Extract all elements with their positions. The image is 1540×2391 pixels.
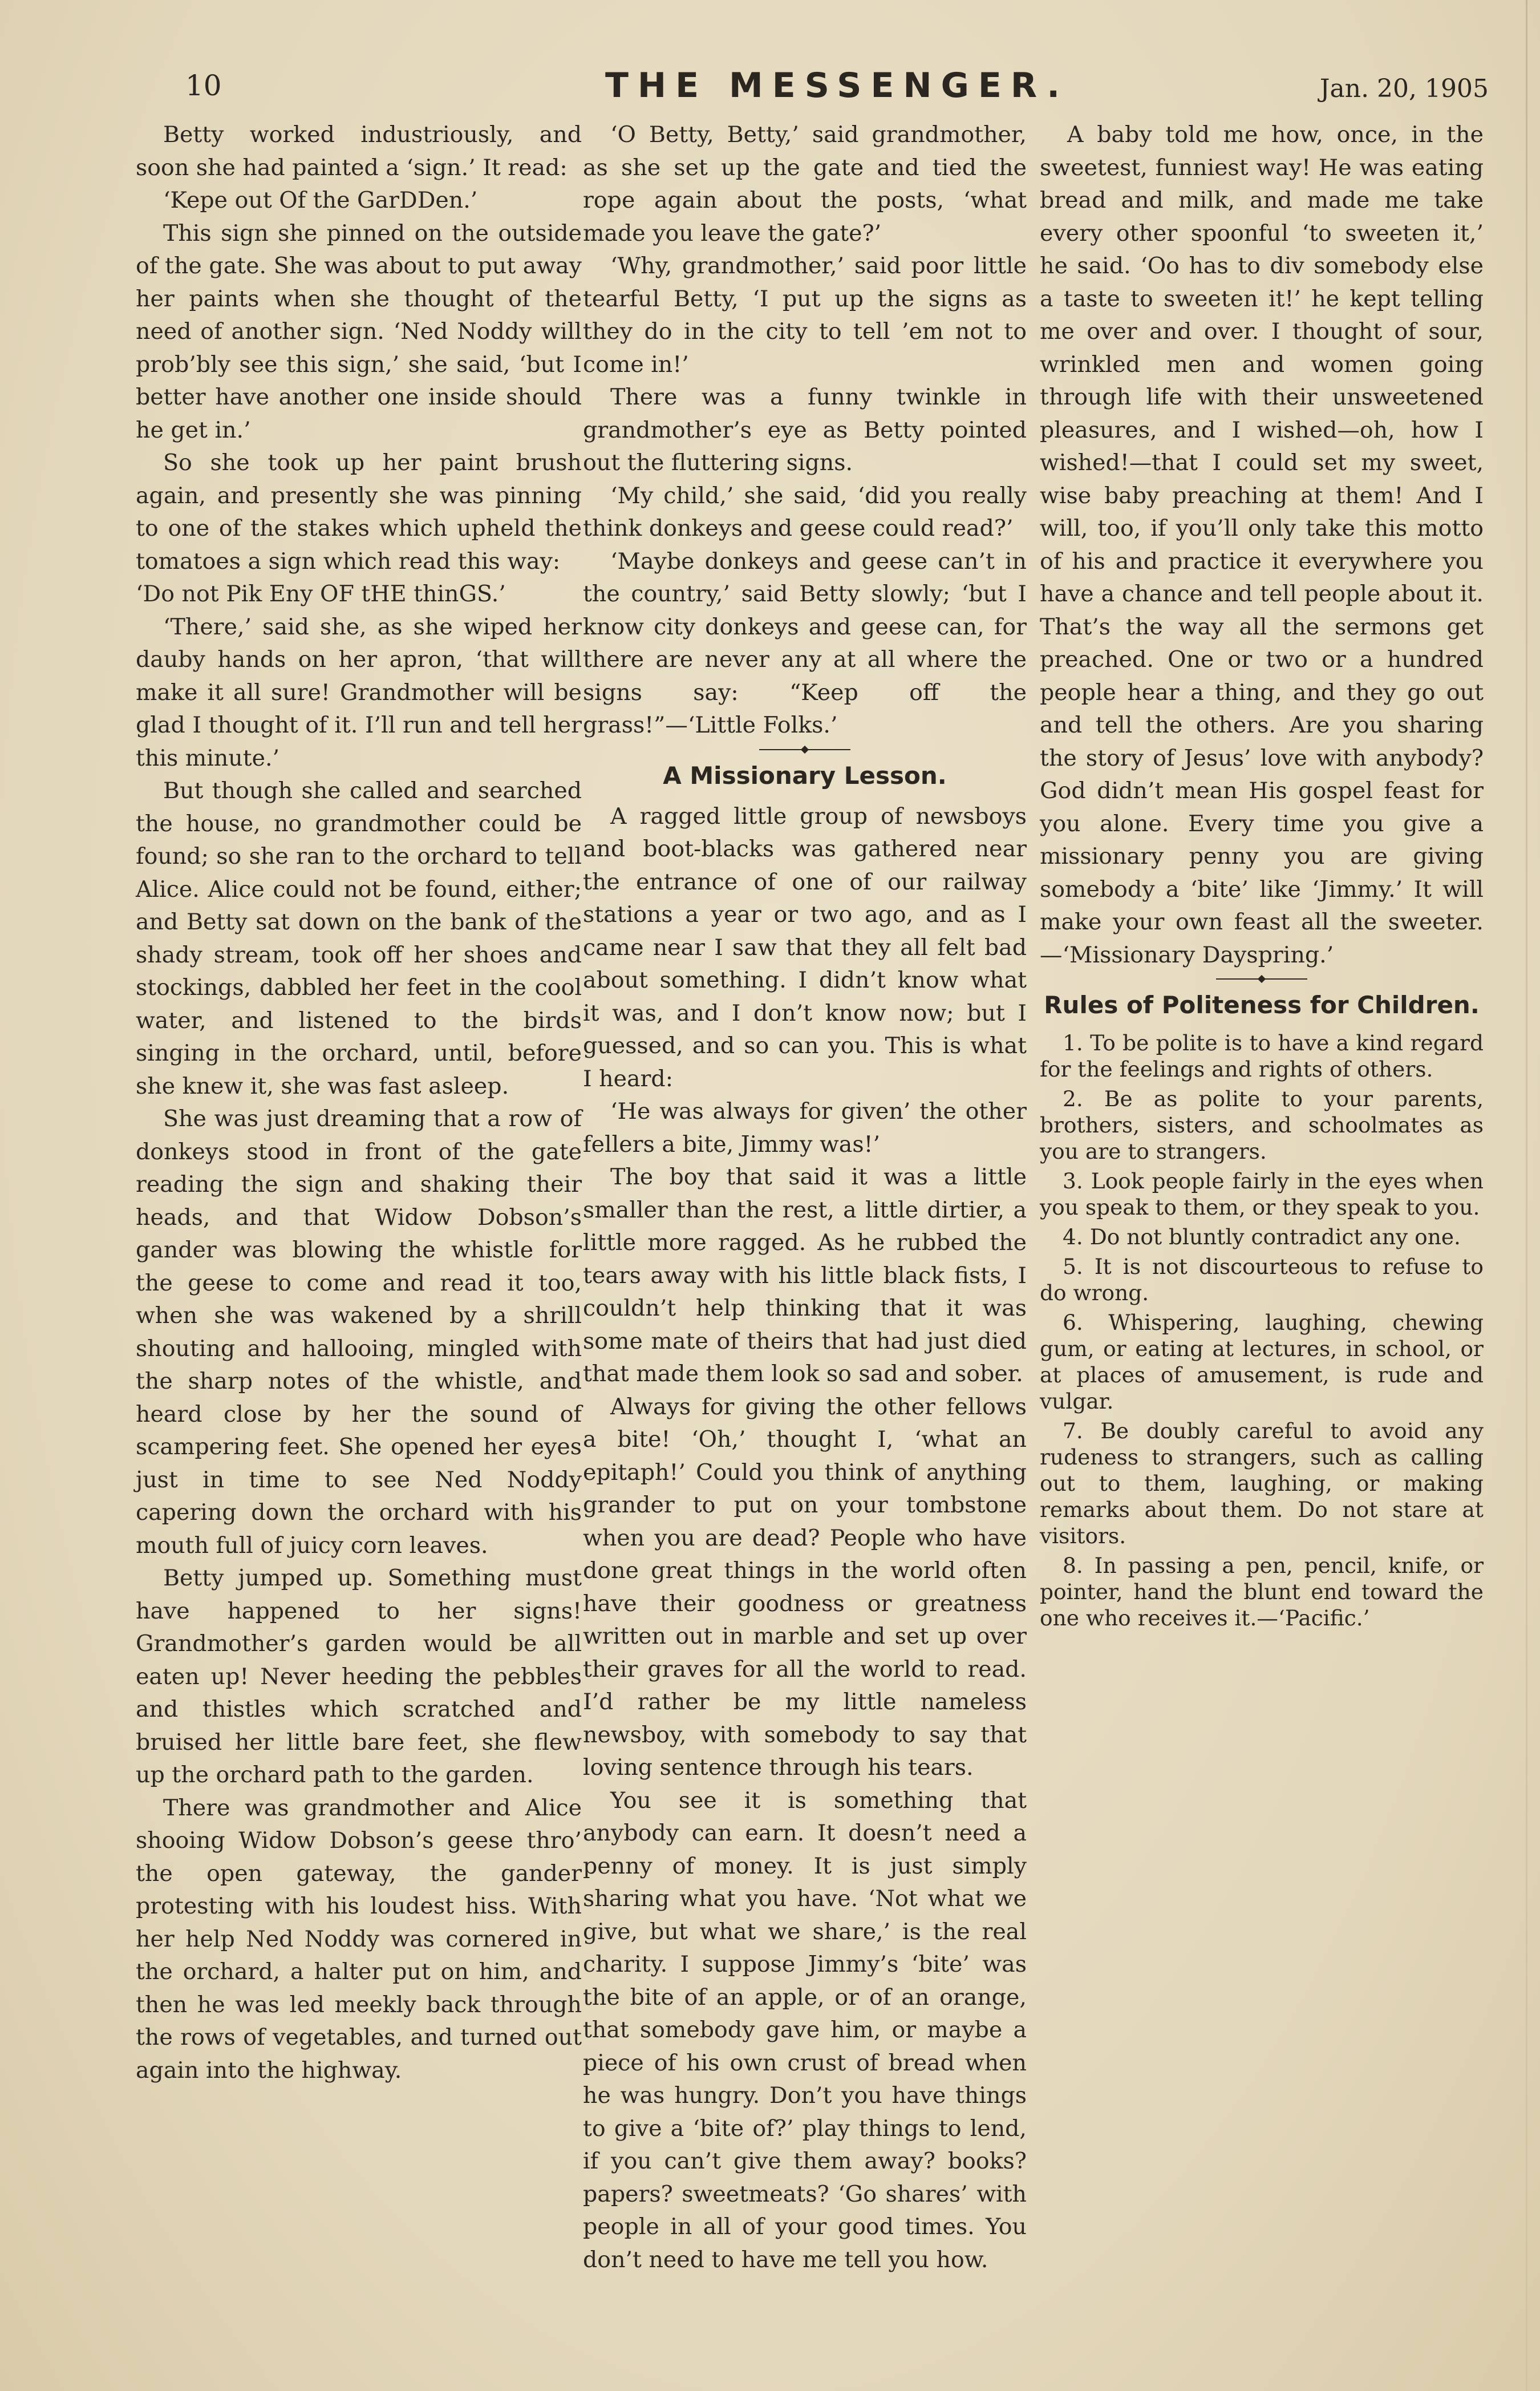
column-1	[136, 119, 582, 2087]
story-paragraph: But though she called and searched the house, no grandmother could be found; so she ran to the orchard to tell Alice. Alice could not be found, either; and Betty sat down on the bank of the shady stream, took off her shoes and stockings, dabbled her feet in the cool water, and listened to the birds singing in the orchard, until, before she knew it, she was fast asleep.	[136, 778, 582, 1099]
rule-item: 4. Do not bluntly contradict any one.	[1063, 1224, 1461, 1249]
story-paragraph: ‘There,’ said she, as she wiped her dauby hands on her apron, ‘that will make it all sure! Grandmother will be glad I thought of it. I’ll run and tell her this minute.’	[136, 613, 582, 771]
rule-item: 3. Look people fairly in the eyes when you speak to them, or they speak to you.	[1040, 1168, 1484, 1220]
sign-text: ‘Kepe out Of the GarDDen.’	[163, 187, 478, 213]
article-paragraph: ‘He was always for given’ the other fellers a bite, Jimmy was!’	[583, 1098, 1027, 1158]
page-number: 10	[185, 69, 222, 102]
story-paragraph: Betty jumped up. Something must have happened to her signs! Grandmother’s garden would be all eaten up! Never heeding the pebbles and thistles which scratched and bruised her little bare feet, she flew up the orchard path to the garden.	[136, 1565, 582, 1788]
story-paragraph: ‘Maybe donkeys and geese can’t in the country,’ said Betty slowly; ‘but I know city donkeys and geese can, for there are never any at all where the signs say: “Keep off the grass!”—‘Little Folks.’	[583, 548, 1027, 738]
story-paragraph: There was a funny twinkle in grandmother’s eye as Betty pointed out the fluttering signs.	[583, 384, 1027, 476]
column-3	[1040, 119, 1484, 1635]
issue-date: Jan. 20, 1905	[1319, 74, 1489, 103]
rule-item: 1. To be polite is to have a kind regard for the feelings and rights of others.	[1040, 1030, 1484, 1082]
story-paragraph: There was grandmother and Alice shooing Widow Dobson’s geese thro’ the open gateway, the gander protesting with his loudest hiss. With her help Ned Noddy was cornered in the orchard, a halter put on him, and then he was led meekly back through the rows of vegetables, and turned out again into the highway.	[136, 1794, 582, 2083]
sign-text: ‘Do not Pik Eny OF tHE thinGS.’	[136, 581, 506, 607]
rule-item: 6. Whispering, laughing, chewing gum, or eating at lectures, in school, or at places of amusement, is rude and vulgar.	[1040, 1310, 1484, 1414]
story-paragraph: This sign she pinned on the outside of the gate. She was about to put away her paints when she thought of the need of another sign. ‘Ned Noddy will prob’bly see this sign,’ she said, ‘but I better have another one inside should he get in.’	[136, 220, 582, 443]
story-paragraph: She was just dreaming that a row of donkeys stood in front of the gate reading the sign and shaking their heads, and that Widow Dobson’s gander was blowing the whistle for the geese to come and read it too, when she was wakened by a shrill shouting and hallooing, mingled with the sharp notes of the whistle, and heard close by her the sound of scampering feet. She opened her eyes just in time to see Ned Noddy capering down the orchard with his mouth full of juicy corn leaves.	[136, 1106, 582, 1559]
page-header	[185, 63, 1489, 108]
story-paragraph: So she took up her paint brush again, and presently she was pinning to one of the stakes which upheld the tomatoes a sign which read this way:	[136, 450, 582, 575]
masthead: THE MESSENGER.	[605, 66, 1069, 106]
rule-item: 5. It is not discourteous to refuse to do wrong.	[1040, 1254, 1484, 1305]
story-paragraph: Betty worked industriously, and soon she had painted a ‘sign.’ It read:	[136, 122, 582, 181]
politeness-rules-list	[1040, 1030, 1484, 1631]
story-paragraph: ‘Why, grandmother,’ said poor little tearful Betty, ‘I put up the signs as they do in the city to tell ’em not to come in!’	[583, 253, 1027, 378]
page-fold	[1526, 0, 1527, 2391]
missionary-lesson-title: A Missionary Lesson.	[663, 761, 947, 790]
article-paragraph: The boy that said it was a little smaller than the rest, a little dirtier, a little more ragged. As he rubbed the tears away with his little black fists, I couldn’t help thinking that it was some mate of theirs that had just died that made them look so sad and sober.	[583, 1164, 1027, 1387]
section-divider	[1040, 973, 1484, 985]
column-2	[583, 119, 1027, 2276]
rule-item: 7. Be doubly careful to avoid any rudeness to strangers, such as calling out to them, laughing, or making remarks about them. Do not stare at visitors.	[1040, 1418, 1484, 1548]
article-paragraph: A baby told me how, once, in the sweetest, funniest way! He was eating bread and milk, and made me take every other spoonful ‘to sweeten it,’ he said. ‘Oo has to div somebody else a taste to sweeten it!’ he kept telling me over and over. I thought of sour, wrinkled men and women going through life with their unsweetened pleasures, and I wished—oh, how I wished!—that I could set my sweet, wise baby preaching at them! And I will, too, if you’ll only take this motto of his and practice it everywhere you have a chance and tell people about it. That’s the way all the sermons get preached. One or two or a hundred people hear a thing, and they go out and tell the others. Are you sharing the story of Jesus’ love with anybody? God didn’t mean His gospel feast for you alone. Every time you give a missionary penny you are giving somebody a ‘bite’ like ‘Jimmy.’ It will make your own feast all the sweeter.—‘Missionary Dayspring.’	[1040, 122, 1484, 968]
story-paragraph: ‘My child,’ she said, ‘did you really think donkeys and geese could read?’	[583, 482, 1027, 541]
politeness-rules-title: Rules of Politeness for Children.	[1044, 991, 1480, 1019]
rule-item: 2. Be as polite to your parents, brothers, sisters, and schoolmates as you are to strangers.	[1040, 1086, 1484, 1164]
article-paragraph: Always for giving the other fellows a bite! ‘Oh,’ thought I, ‘what an epitaph!’ Could you think of anything grander to put on your tombstone when you are dead? People who have done great things in the world often have their goodness or greatness written out in marble and set up over their graves for all the world to read. I’d rather be my little nameless newsboy, with somebody to say that loving sentence through his tears.	[583, 1393, 1027, 1781]
section-divider	[583, 743, 1027, 756]
article-paragraph: A ragged little group of newsboys and boot-blacks was gathered near the entrance of one of our railway stations a year or two ago, and as I came near I saw that they all felt bad about something. I didn’t know what it was, and I don’t know now; but I guessed, and so can you. This is what I heard:	[583, 803, 1027, 1092]
article-paragraph: You see it is something that anybody can earn. It doesn’t need a penny of money. It is just simply sharing what you have. ‘Not what we give, but what we share,’ is the real charity. I suppose Jimmy’s ‘bite’ was the bite of an apple, or of an orange, that somebody gave him, or maybe a piece of his own crust of bread when he was hungry. Don’t you have things to give a ‘bite of?’ play things to lend, if you can’t give them away? books? papers? sweetmeats? ‘Go shares’ with people in all of your good times. You don’t need to have me tell you how.	[583, 1787, 1027, 2273]
rule-item: 8. In passing a pen, pencil, knife, or pointer, hand the blunt end toward the one who receives it.—‘Pacific.’	[1040, 1553, 1484, 1631]
story-paragraph: ‘O Betty, Betty,’ said grandmother, as she set up the gate and tied the rope again about the posts, ‘what made you leave the gate?’	[583, 122, 1027, 246]
